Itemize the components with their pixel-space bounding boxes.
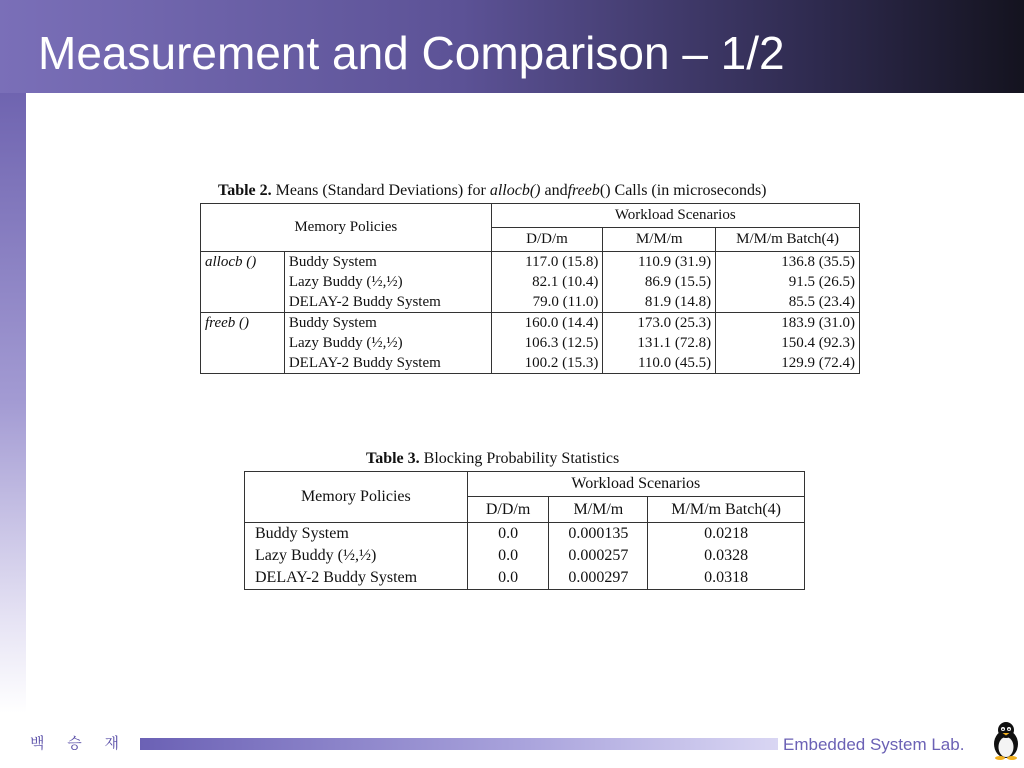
table2-value-cell: 110.9 (31.9) [637, 254, 712, 270]
table3-value-cell: 0.0 [498, 525, 519, 542]
table2-value-cell: 82.1 (10.4) [532, 274, 599, 290]
table2-call-allocb: allocb () [205, 254, 257, 270]
table3-value-cell: 0.000297 [568, 569, 629, 586]
table3-caption-label: Table 3. [366, 450, 420, 467]
table3-caption [366, 450, 619, 468]
table2-col-ddm: D/D/m [491, 228, 603, 252]
table3-value-cell: 0.0 [498, 569, 519, 586]
table2-value-cell: 129.9 (72.4) [781, 355, 855, 371]
table2-value-cell: 100.2 (15.3) [524, 355, 599, 371]
table2-value-cell: 110.0 (45.5) [637, 355, 712, 371]
table3-value-cell: 0.0 [498, 547, 519, 564]
footer-author: 백 승 재 [30, 734, 129, 752]
table2-policy-cell: Buddy System [288, 254, 377, 270]
table2-policy-cell: Buddy System [288, 315, 377, 331]
table2-value-cell: 173.0 (25.3) [637, 315, 712, 331]
table2-value-cell: 81.9 (14.8) [644, 294, 712, 310]
table2-policy-cell: Lazy Buddy (½,½) [288, 274, 403, 290]
table2-value-cell: 183.9 (31.0) [781, 315, 855, 331]
table3-col-ddm: D/D/m [467, 497, 549, 523]
table2-caption-fn1: allocb() [489, 182, 541, 199]
table2-group-allocb [201, 252, 860, 313]
table2-value-cell: 117.0 (15.8) [525, 254, 599, 270]
slide-title: Measurement and Comparison – 1/2 [38, 27, 785, 79]
table2-caption-and: and [544, 182, 568, 199]
table3-value-cell: 0.000135 [568, 525, 629, 542]
table2-scenario-header: Workload Scenarios [491, 204, 859, 228]
table2-caption-post: () Calls (in microseconds) [599, 182, 767, 199]
table2-policy-header: Memory Policies [201, 204, 492, 252]
table2-value-cell: 86.9 (15.5) [644, 274, 712, 290]
table3-policy-cell: DELAY-2 Buddy System [255, 569, 418, 586]
table2-policy-cell: Lazy Buddy (½,½) [288, 335, 403, 351]
table2-value-cell: 136.8 (35.5) [781, 254, 855, 270]
table2-value-cell: 79.0 (11.0) [532, 294, 599, 310]
table3-policy-header: Memory Policies [245, 472, 468, 523]
left-decoration-strip [0, 93, 26, 713]
table3-value-cell: 0.0218 [704, 525, 749, 542]
table2-col-batch: M/M/m Batch(4) [716, 228, 860, 252]
table2-call-freeb: freeb () [205, 315, 250, 331]
table2-caption [218, 182, 767, 200]
table3-scenario-header: Workload Scenarios [467, 472, 804, 497]
table3-col-batch: M/M/m Batch(4) [648, 497, 805, 523]
table2-policy-cell: DELAY-2 Buddy System [288, 355, 441, 371]
table2 [200, 203, 860, 374]
table2-group-freeb [201, 313, 860, 374]
table3 [244, 471, 805, 590]
table2-caption-label: Table 2. [218, 182, 272, 199]
penguin-icon [990, 720, 1022, 760]
table3-value-cell: 0.0318 [704, 569, 749, 586]
table2-value-cell: 160.0 (14.4) [524, 315, 599, 331]
table2-value-cell: 85.5 (23.4) [788, 294, 855, 310]
table2-value-cell: 106.3 (12.5) [524, 335, 599, 351]
table3-body [245, 523, 805, 590]
table2-value-cell: 91.5 (26.5) [788, 274, 855, 290]
table3-col-mmm: M/M/m [549, 497, 648, 523]
table2-caption-pre: Means (Standard Deviations) for [275, 182, 486, 199]
footer-lab-name: Embedded System Lab. [783, 735, 965, 754]
table2-value-cell: 131.1 (72.8) [637, 335, 712, 351]
table3-policy-cell: Lazy Buddy (½,½) [255, 547, 377, 564]
footer-bar [140, 738, 778, 750]
table3-value-cell: 0.000257 [568, 547, 629, 564]
table2-value-cell: 150.4 (92.3) [781, 335, 855, 351]
table2-col-mmm: M/M/m [603, 228, 716, 252]
table2-caption-fn2: freeb [567, 182, 600, 199]
table3-value-cell: 0.0328 [704, 547, 749, 564]
table3-policy-cell: Buddy System [255, 525, 349, 542]
table2-policy-cell: DELAY-2 Buddy System [288, 294, 441, 310]
table3-caption-text: Blocking Probability Statistics [423, 450, 620, 467]
